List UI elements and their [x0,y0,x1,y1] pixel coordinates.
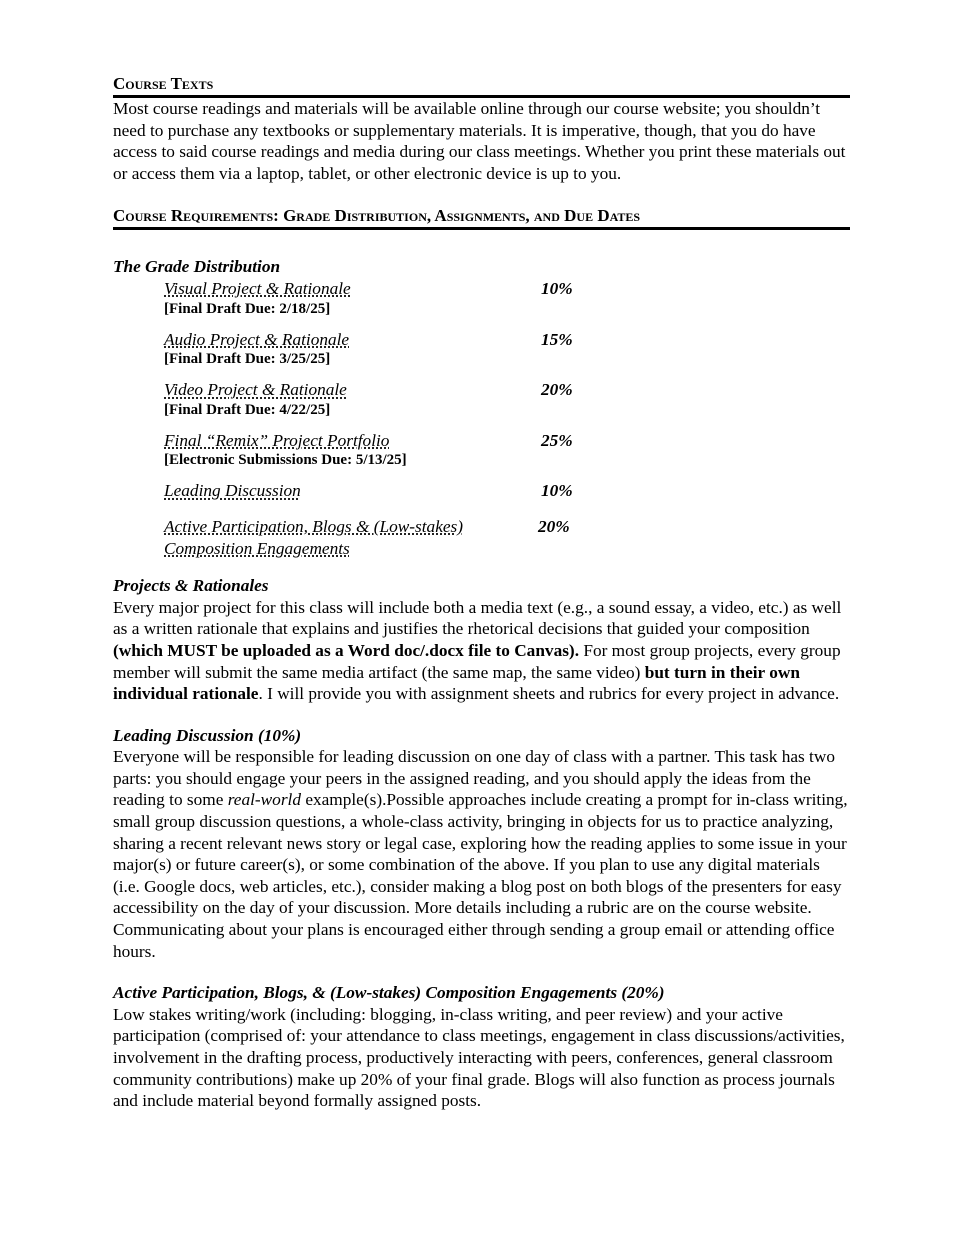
grade-item-participation [164,516,850,559]
grade-distribution-list [113,278,850,559]
projects-body [113,597,850,705]
grade-item-name[interactable]: Active Participation, Blogs & (Low-stakes) [164,516,464,536]
grade-item-visual [164,278,850,318]
grade-item-due: [Final Draft Due: 4/22/25] [164,401,331,418]
grade-item-remix [164,430,850,470]
projects-bold-2: but turn in their own individual rationale [113,662,800,704]
course-texts-heading: Course Texts [113,74,850,98]
grade-item-due: [Final Draft Due: 3/25/25] [164,351,331,368]
requirements-heading: Course Requirements: Grade Distribution, Assignments, and Due Dates [113,206,850,230]
participation-title: Active Participation, Blogs, & (Low-stakes) Composition Engagements (20%) [113,983,665,1003]
grade-item-percent: 10% [541,278,573,298]
grade-item-percent: 20% [538,516,570,536]
grade-item-due: [Final Draft Due: 2/18/25] [164,300,331,317]
grade-item-name-line2[interactable]: Composition Engagements [164,538,350,558]
grade-item-due: [Electronic Submissions Due: 5/13/25] [164,452,407,469]
leading-text-1: Everyone will be responsible for leading discussion on one day of class with a partner. This task has two parts: you should engage your peers in the assigned reading, and you should apply the ideas from the reading to some [113,747,835,810]
leading-text-2: example(s).Possible approaches include creating a prompt for in-class writing, small group discussion questions, a whole-class activity, bringing in objects for us to practice analyzing, sharing a recent relevant news story or legal case, exploring how the reading applies to some issue in your major(s) or future career(s), or some combination of the above. If you plan to use any digital materials (i.e. Google docs, web articles, etc.), consider making a blog post on both blogs of the presenters for easy accessibility on the day of your discussion. More details including a rubric are on the course website. Communicating about your plans is encouraged either through sending a group email or attending office hours. [113,790,848,961]
leading-title: Leading Discussion (10%) [113,725,302,745]
grade-item-name[interactable]: Leading Discussion [164,481,301,501]
projects-bold-1: (which MUST be uploaded as a Word doc/.docx file to Canvas). [113,640,580,660]
grade-distribution-title: The Grade Distribution [113,257,281,277]
grade-item-video [164,379,850,419]
grade-item-percent: 10% [541,481,573,501]
grade-item-percent: 15% [541,329,573,349]
grade-item-percent: 20% [541,380,573,400]
projects-title: Projects & Rationales [113,576,269,596]
grade-item-name[interactable]: Video Project & Rationale [164,380,347,400]
grade-item-audio [164,329,850,369]
syllabus-page [113,74,850,1112]
course-texts-body: Most course readings and materials will be available online through our course website; you shouldn’t need to purchase any textbooks or supplementary materials. It is imperative, though, that you do have access to said course readings and media during our class meetings. Whether you print these materials out or access them via a laptop, tablet, or other electronic device is up to you. [113,99,846,183]
grade-item-leading [164,480,850,502]
grade-item-name[interactable]: Final “Remix” Project Portfolio [164,430,390,450]
participation-body: Low stakes writing/work (including: blogging, in-class writing, and peer review) and your active participation (comprised of: your attendance to class meetings, engagement in class discussions/activities, involvement in the drafting process, productively interacting with peers, conferences, general classroom community contributions) make up 20% of your final grade. Blogs will also function as process journals and include material beyond formally assigned posts. [113,1004,845,1111]
projects-text-1: Every major project for this class will include both a media text (e.g., a sound essay, a video, etc.) as well as a written rationale that explains and justifies the rhetorical decisions that guided your composition [113,597,842,639]
leading-italic: real-world [227,790,301,810]
grade-item-name[interactable]: Audio Project & Rationale [164,329,350,349]
grade-item-percent: 25% [541,430,573,450]
projects-text-2: For most group projects, every group member will submit the same media artifact (the same map, the same video) [113,640,841,682]
projects-text-3: . I will provide you with assignment sheets and rubrics for every project in advance. [258,684,840,704]
grade-item-name[interactable]: Visual Project & Rationale [164,278,351,298]
leading-body [113,746,850,962]
